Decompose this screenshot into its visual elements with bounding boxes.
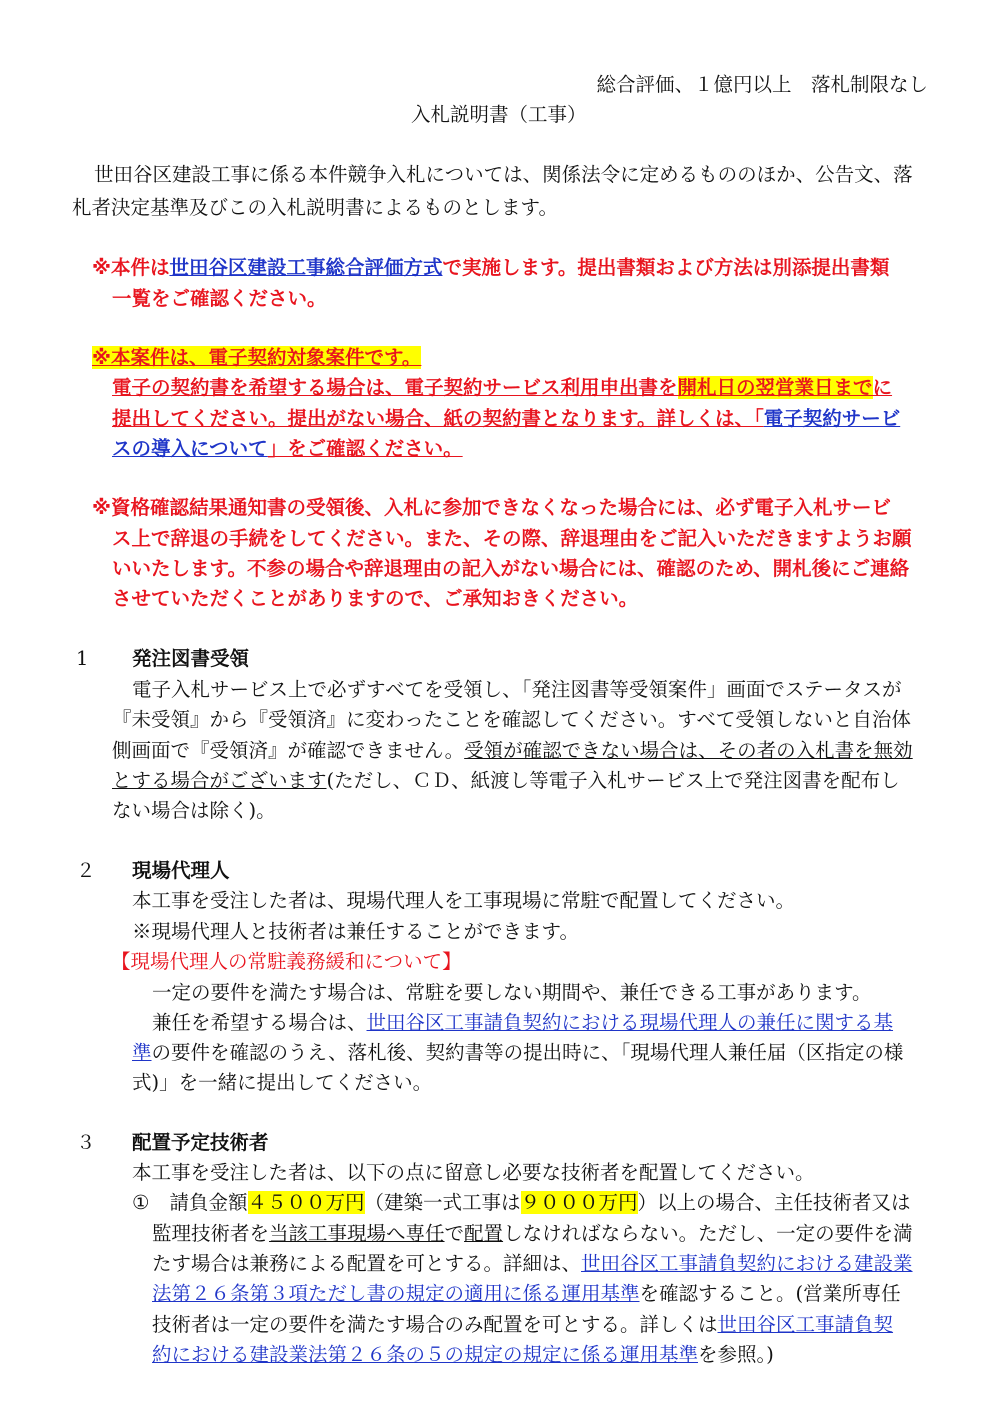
threshold-highlight-1: ４５００万円 xyxy=(247,1191,365,1214)
item-text-b: （建築一式工事は xyxy=(364,1191,521,1214)
section-2-line-4 xyxy=(152,1009,893,1037)
construction-law-26-3-link-cont[interactable]: 法第２６条第３項ただし書の規定の適用に係る運用基準 xyxy=(152,1282,640,1305)
econtract-text-c: 提出してください。提出がない場合、紙の契約書となります。詳しくは、「 xyxy=(112,407,764,430)
construction-law-26-5-link-cont[interactable]: 約における建設業法第２６条の５の規定の規定に係る運用基準 xyxy=(152,1343,699,1366)
threshold-highlight-2: ９０００万円 xyxy=(520,1191,638,1214)
document-category: 総合評価、１億円以上 落札制限なし xyxy=(596,73,928,96)
item-text-j: を参照。) xyxy=(698,1343,774,1366)
section-2-text-b: の要件を確認のうえ、落札後、契約書等の提出時に、「現場代理人兼任届（区指定の様 xyxy=(151,1041,904,1064)
econtract-service-link-cont[interactable]: スの導入について xyxy=(112,437,268,460)
notice-evaluation-text-b: で実施します。提出書類および方法は別添提出書類 xyxy=(442,256,890,279)
construction-law-26-5-link[interactable]: 世田谷区工事請負契 xyxy=(717,1313,894,1336)
document-title: 入札説明書（工事） xyxy=(411,103,587,126)
notice-withdrawal-line-4: させていただくことがありますので、ご承知おきください。 xyxy=(112,587,639,610)
notice-withdrawal-line-2: ス上で辞退の手続をしてください。また、その際、辞退理由をご記入いただきますようお願 xyxy=(112,527,912,550)
item-text-a: 請負金額 xyxy=(169,1191,248,1214)
concurrent-agent-standard-link-cont[interactable]: 準 xyxy=(132,1041,152,1064)
section-1-line-2: 『未受領』から『受領済』に変わったことを確認してください。すべて受領しないと自治体 xyxy=(112,708,911,731)
intro-line-2: 札者決定基準及びこの入札説明書によるものとします。 xyxy=(72,196,558,219)
dedicated-placement-underline: 当該工事現場へ専任 xyxy=(269,1222,445,1245)
section-2-line-2: ※現場代理人と技術者は兼任することができます。 xyxy=(132,920,579,943)
evaluation-method-link[interactable]: 世田谷区建設工事総合評価方式 xyxy=(169,256,443,279)
item-text-e: で xyxy=(444,1222,465,1245)
section-3-item-1-line-4 xyxy=(152,1280,901,1308)
section-2-line-1: 本工事を受注した者は、現場代理人を工事現場に常駐で配置してください。 xyxy=(132,889,796,912)
notice-econtract-line-1 xyxy=(92,344,421,372)
section-3-item-1-line-3 xyxy=(152,1250,913,1278)
notice-evaluation-line-1 xyxy=(92,254,889,282)
econtract-highlight: ※本案件は、電子契約対象案件です。 xyxy=(92,346,422,369)
econtract-service-link[interactable]: 電子契約サービ xyxy=(763,407,901,430)
section-1-line-5: ない場合は除く)。 xyxy=(112,799,276,822)
section-1-title: 発注図書受領 xyxy=(132,647,250,670)
notice-econtract-line-4 xyxy=(112,435,469,463)
notice-withdrawal-line-3: いいたします。不参の場合や辞退理由の記入がない場合には、確認のため、開札後にご連絡 xyxy=(112,557,910,580)
intro-line-1: 世田谷区建設工事に係る本件競争入札については、関係法令に定めるもののほか、公告文、落 xyxy=(94,163,913,186)
section-1-line-1: 電子入札サービス上で必ずすべてを受領し、「発注図書等受領案件」画面でステータスが xyxy=(132,678,902,701)
econtract-text-a: 電子の契約書を希望する場合は、電子契約サービス利用申出書を xyxy=(112,376,678,399)
item-marker: ① xyxy=(132,1191,150,1214)
notice-evaluation-text-a: ※本件は xyxy=(92,256,170,279)
section-1-text-b: (ただし、ＣＤ、紙渡し等電子入札サービス上で発注図書を配布し xyxy=(326,769,900,792)
section-1-number: 1 xyxy=(76,647,89,670)
section-3-line-1: 本工事を受注した者は、以下の点に留意し必要な技術者を配置してください。 xyxy=(132,1161,815,1184)
section-3-item-1-line-2 xyxy=(152,1220,913,1248)
section-2-text-a: 兼任を希望する場合は、 xyxy=(152,1011,367,1034)
section-3-item-1-line-6 xyxy=(152,1341,774,1369)
section-3-item-1-line-1 xyxy=(132,1189,911,1217)
item-text-i: 技術者は一定の要件を満たす場合のみ配置を可とする。詳しくは xyxy=(152,1313,718,1336)
section-1-invalid-warning: 受領が確認できない場合は、その者の入札書を無効 xyxy=(464,739,913,762)
section-1-line-4 xyxy=(112,767,900,795)
section-2-line-3: 一定の要件を満たす場合は、常駐を要しない期間や、兼任できる工事があります。 xyxy=(152,981,872,1004)
notice-withdrawal-line-1: ※資格確認結果通知書の受領後、入札に参加できなくなった場合には、必ず電子入札サービ xyxy=(92,496,891,519)
notice-econtract-line-2 xyxy=(112,374,892,402)
placement-underline: 配置 xyxy=(464,1222,504,1245)
section-2-number: ２ xyxy=(76,859,96,882)
notice-evaluation-line-2: 一覧をご確認ください。 xyxy=(112,287,327,310)
item-text-h: を確認すること。(営業所専任 xyxy=(639,1282,901,1305)
item-text-c: ）以上の場合、主任技術者又は xyxy=(637,1191,911,1214)
econtract-text-b: に xyxy=(872,376,893,399)
concurrent-agent-standard-link[interactable]: 世田谷区工事請負契約における現場代理人の兼任に関する基 xyxy=(366,1011,894,1034)
econtract-text-d: 」をご確認ください。 xyxy=(267,437,463,460)
item-text-d: 監理技術者を xyxy=(152,1222,270,1245)
section-2-line-6: 式)」を一緒に提出してください。 xyxy=(132,1071,433,1094)
construction-law-26-3-link[interactable]: 世田谷区工事請負契約における建設業 xyxy=(581,1252,913,1275)
section-3-title: 配置予定技術者 xyxy=(132,1131,269,1154)
notice-econtract-line-3 xyxy=(112,405,900,433)
section-2-subheading: 【現場代理人の常駐義務緩和について】 xyxy=(111,950,462,973)
section-1-text-a: 側画面で『受領済』が確認できません。 xyxy=(112,739,465,762)
deadline-highlight: 開札日の翌営業日まで xyxy=(677,376,873,399)
section-2-title: 現場代理人 xyxy=(132,859,230,882)
section-1-line-3 xyxy=(112,737,913,765)
section-3-number: ３ xyxy=(76,1131,96,1154)
section-3-item-1-line-5 xyxy=(152,1311,893,1339)
section-1-invalid-warning-cont: とする場合がございます xyxy=(112,769,327,792)
item-text-f: しなければならない。ただし、一定の要件を満 xyxy=(503,1222,913,1245)
item-text-g: たす場合は兼務による配置を可とする。詳細は、 xyxy=(152,1252,582,1275)
section-2-line-5 xyxy=(132,1039,903,1067)
